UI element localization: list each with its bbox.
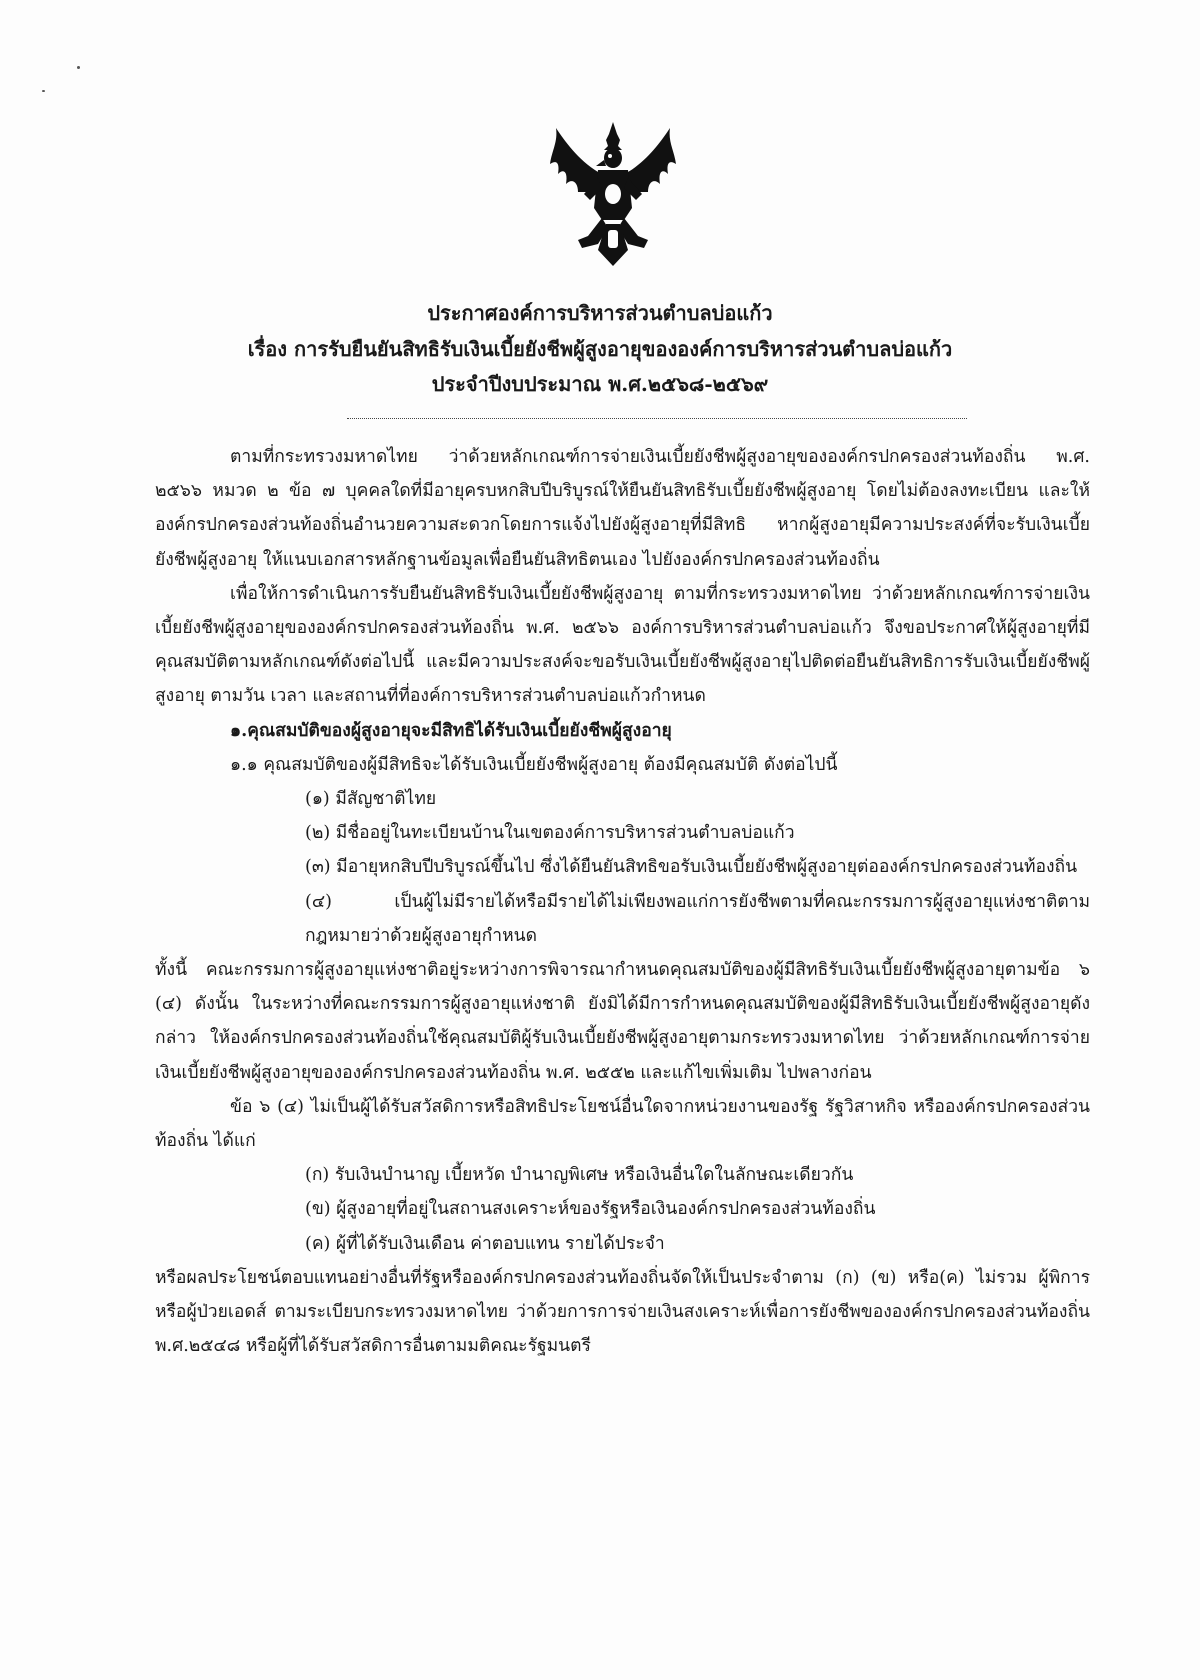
paragraph-2: เพื่อให้การดำเนินการรับยืนยันสิทธิรับเงินเบี้ยยังชีพผู้สูงอายุ ตามที่กระทรวงมหาดไทย ว่าด้วยหลักเกณฑ์การจ่ายเงินเบี้ยยังชีพผู้สูงอายุขององค์กรปกครองส่วนท้องถิ่น พ.ศ. ๒๕๖๖ องค์การบริหารส่วนตำบลบ่อแก้ว จึงขอประกาศให้ผู้สูงอายุที่มีคุณสมบัติตามหลักเกณฑ์ดังต่อไปนี้ และมีความประสงค์จะขอรับเงินเบี้ยยังชีพผู้สูงอายุไปติดต่อยืนยันสิทธิการรับเงินเบี้ยยังชีพผู้สูงอายุ ตามวัน เวลา และสถานที่ที่องค์การบริหารส่วนตำบลบ่อแก้วกำหนด [155, 583, 1090, 707]
qualification-item-4: (๔) เป็นผู้ไม่มีรายได้หรือมีรายได้ไม่เพียงพอแก่การยังชีพตามที่คณะกรรมการผู้สูงอายุแห่งชาติตามกฎหมายว่าด้วยผู้สูงอายุกำหนด [305, 891, 1090, 946]
dotted-divider [347, 418, 967, 419]
paragraph-4: ข้อ ๖ (๔) ไม่เป็นผู้ได้รับสวัสดิการหรือสิทธิประโยชน์อื่นใดจากหน่วยงานของรัฐ รัฐวิสาหกิจ หรือองค์กรปกครองส่วนท้องถิ่น ได้แก่ [155, 1096, 1090, 1152]
qualification-item-2: (๒) มีชื่ออยู่ในทะเบียนบ้านในเขตองค์การบริหารส่วนตำบลบ่อแก้ว [305, 823, 795, 844]
paragraph-5: หรือผลประโยชน์ตอบแทนอย่างอื่นที่รัฐหรือองค์กรปกครองส่วนท้องถิ่นจัดให้เป็นประจำตาม (ก) (ข) หรือ(ค) ไม่รวม ผู้พิการหรือผู้ป่วยเอดส์ ตามระเบียบกระทรวงมหาดไทย ว่าด้วยการการจ่ายเงินสงเคราะห์เพื่อการยังชีพขององค์กรปกครองส่วนท้องถิ่น พ.ศ.๒๕๔๘ หรือผู้ที่ได้รับสวัสดิการอื่นตามมติคณะรัฐมนตรี [155, 1267, 1090, 1357]
scan-speck [42, 90, 45, 92]
qualification-item-3: (๓) มีอายุหกสิบปีบริบูรณ์ขึ้นไป ซึ่งได้ยืนยันสิทธิขอรับเงินเบี้ยยังชีพผู้สูงอายุต่อองค์กรปกครองส่วนท้องถิ่น [305, 857, 1078, 878]
exclusion-item-c: (ค) ผู้ที่ได้รับเงินเดือน ค่าตอบแทน รายได้ประจำ [305, 1233, 665, 1254]
announcement-title: ประกาศองค์การบริหารส่วนตำบลบ่อแก้ว [427, 301, 773, 325]
paragraph-1: ตามที่กระทรวงมหาดไทย ว่าด้วยหลักเกณฑ์การจ่ายเงินเบี้ยยังชีพผู้สูงอายุขององค์กรปกครองส่วนท้องถิ่น พ.ศ. ๒๕๖๖ หมวด ๒ ข้อ ๗ บุคคลใดที่มีอายุครบหกสิบปีบริบูรณ์ให้ยืนยันสิทธิรับเบี้ยยังชีพผู้สูงอายุ โดยไม่ต้องลงทะเบียน และให้องค์กรปกครองส่วนท้องถิ่นอำนวยความสะดวกโดยการแจ้งไปยังผู้สูงอายุที่มีสิทธิ หากผู้สูงอายุมีความประสงค์ที่จะรับเงินเบี้ยยังชีพผู้สูงอายุ ให้แนบเอกสารหลักฐานข้อมูลเพื่อยืนยันสิทธิตนเอง ไปยังองค์กรปกครองส่วนท้องถิ่น [155, 447, 1090, 570]
section-1-title: ๑.คุณสมบัติของผู้สูงอายุจะมีสิทธิได้รับเงินเบี้ยยังชีพผู้สูงอายุ [230, 720, 672, 741]
announcement-subject: เรื่อง การรับยืนยันสิทธิรับเงินเบี้ยยังชีพผู้สูงอายุขององค์การบริหารส่วนตำบลบ่อแก้ว [247, 337, 953, 361]
scan-speck [77, 66, 80, 69]
qualification-item-1: (๑) มีสัญชาติไทย [305, 789, 437, 810]
paragraph-3: ทั้งนี้ คณะกรรมการผู้สูงอายุแห่งชาติอยู่ระหว่างการพิจารณากำหนดคุณสมบัติของผู้มีสิทธิรับเงินเบี้ยยังชีพผู้สูงอายุตามข้อ ๖ (๔) ดังนั้น ในระหว่างที่คณะกรรมการผู้สูงอายุแห่งชาติ ยังมิได้มีการกำหนดคุณสมบัติของผู้มีสิทธิรับเงินเบี้ยยังชีพผู้สูงอายุดังกล่าว ให้องค์กรปกครองส่วนท้องถิ่นใช้คุณสมบัติผู้รับเงินเบี้ยยังชีพผู้สูงอายุตามกระทรวงมหาดไทย ว่าด้วยหลักเกณฑ์การจ่ายเงินเบี้ยยังชีพผู้สูงอายุขององค์กรปกครองส่วนท้องถิ่น พ.ศ. ๒๕๕๒ และแก้ไขเพิ่มเติม ไปพลางก่อน [155, 960, 1090, 1083]
document-body [155, 440, 1090, 1363]
exclusion-item-b: (ข) ผู้สูงอายุที่อยู่ในสถานสงเคราะห์ของรัฐหรือเงินองค์กรปกครองส่วนท้องถิ่น [305, 1199, 876, 1220]
garuda-emblem-icon [548, 120, 678, 268]
announcement-fiscal-year: ประจำปีงบประมาณ พ.ศ.๒๕๖๘-๒๕๖๙ [431, 372, 769, 396]
section-1-1: ๑.๑ คุณสมบัติของผู้มีสิทธิจะได้รับเงินเบี้ยยังชีพผู้สูงอายุ ต้องมีคุณสมบัติ ดังต่อไปนี้ [230, 754, 838, 775]
exclusion-item-a: (ก) รับเงินบำนาญ เบี้ยหวัด บำนาญพิเศษ หรือเงินอื่นใดในลักษณะเดียวกัน [305, 1165, 854, 1186]
